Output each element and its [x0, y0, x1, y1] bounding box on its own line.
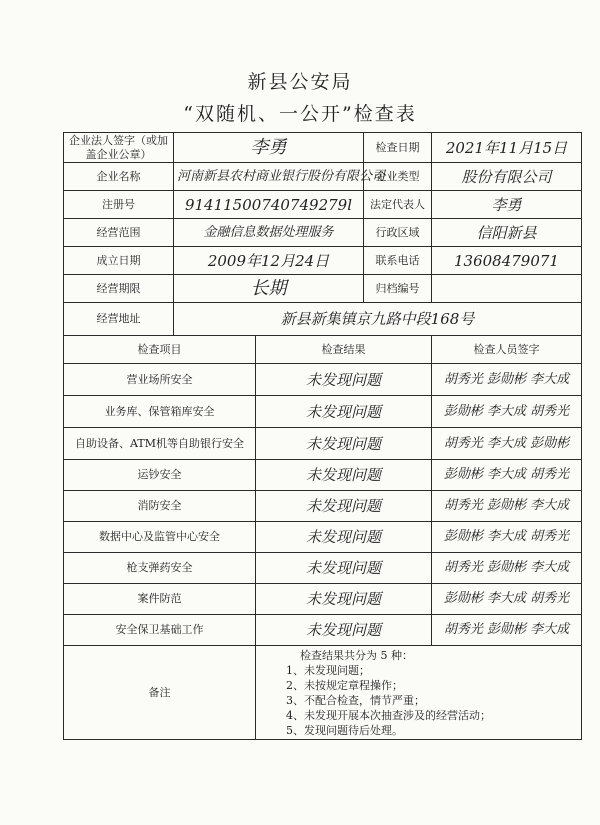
inspection-item: 运钞安全 [64, 460, 256, 491]
inspection-row [64, 460, 582, 491]
inspection-row [64, 428, 582, 460]
phone-value: 13608479071 [432, 247, 582, 275]
scope-value: 金融信息数据处理服务 [174, 219, 364, 247]
inspection-result: 未发现问题 [256, 364, 432, 396]
col-result-header: 检查结果 [256, 336, 432, 364]
inspection-item: 数据中心及监管中心安全 [64, 522, 256, 553]
address-value: 新县新集镇京九路中段168号 [174, 303, 582, 336]
inspector-signatures: 彭勋彬 李大成 胡秀光 [432, 584, 582, 615]
inspection-row [64, 396, 582, 428]
reg-value: 91411500740749279l [174, 191, 364, 219]
inspector-signatures: 胡秀光 彭勋彬 李大成 [432, 491, 582, 522]
inspection-row [64, 364, 582, 396]
notes-item: 5、发现问题待后处理。 [286, 723, 403, 737]
notes-item: 4、未发现开展本次抽查涉及的经营活动； [286, 708, 491, 722]
notes-item: 1、未发现问题； [286, 663, 370, 677]
inspection-item: 安全保卫基础工作 [64, 615, 256, 646]
inspection-result: 未发现问题 [256, 553, 432, 584]
inspection-header-row [64, 336, 582, 364]
phone-label: 联系电话 [364, 247, 432, 275]
inspection-row [64, 522, 582, 553]
inspector-signatures: 胡秀光 彭勋彬 李大成 [432, 615, 582, 646]
inspection-row [64, 553, 582, 584]
rep-label: 法定代表人 [364, 191, 432, 219]
inspection-result: 未发现问题 [256, 396, 432, 428]
notes-heading: 检查结果共分为 5 种： [300, 648, 413, 662]
notes-content [256, 646, 582, 740]
form-row-address [64, 303, 582, 336]
inspection-row [64, 491, 582, 522]
form-row-legal-sign [64, 133, 582, 163]
inspector-signatures: 胡秀光 彭勋彬 李大成 [432, 364, 582, 396]
scope-label: 经营范围 [64, 219, 174, 247]
archive-label: 归档编号 [364, 275, 432, 303]
inspector-signatures: 彭勋彬 李大成 胡秀光 [432, 522, 582, 553]
inspection-item: 营业场所安全 [64, 364, 256, 396]
inspection-result: 未发现问题 [256, 584, 432, 615]
form-row-date [64, 247, 582, 275]
page-title: 新县公安局 [247, 71, 353, 93]
district-label: 行政区域 [364, 219, 432, 247]
legal-sign-label: 企业法人签字（或加盖企业公章） [64, 133, 174, 163]
form-subtitle: “双随机、一公开”检查表 [183, 103, 417, 125]
inspection-row [64, 615, 582, 646]
inspection-item: 案件防范 [64, 584, 256, 615]
inspection-result: 未发现问题 [256, 491, 432, 522]
inspector-signatures: 胡秀光 李大成 彭勋彬 [432, 428, 582, 460]
term-value: 长期 [174, 275, 364, 303]
address-label: 经营地址 [64, 303, 174, 336]
notes-row [64, 646, 582, 740]
inspector-signatures: 彭勋彬 李大成 胡秀光 [432, 396, 582, 428]
notes-item: 3、不配合检查，情节严重； [286, 693, 425, 707]
name-label: 企业名称 [64, 163, 174, 191]
inspection-result: 未发现问题 [256, 428, 432, 460]
notes-label: 备注 [64, 646, 256, 740]
inspection-row [64, 584, 582, 615]
check-date-label: 检查日期 [364, 133, 432, 163]
inspection-item: 业务库、保管箱库安全 [64, 396, 256, 428]
archive-value [432, 275, 582, 303]
reg-label: 注册号 [64, 191, 174, 219]
col-item-header: 检查项目 [64, 336, 256, 364]
rep-value: 李勇 [432, 191, 582, 219]
type-value: 股份有限公司 [432, 163, 582, 191]
inspector-signatures: 彭勋彬 李大成 胡秀光 [432, 460, 582, 491]
inspector-signatures: 胡秀光 彭勋彬 李大成 [432, 553, 582, 584]
inspection-item: 枪支弹药安全 [64, 553, 256, 584]
inspection-result: 未发现问题 [256, 460, 432, 491]
check-date-value: 2021年11月15日 [432, 133, 582, 163]
type-label: 企业类型 [364, 163, 432, 191]
term-label: 经营期限 [64, 275, 174, 303]
inspection-form-table [63, 132, 582, 740]
legal-sign-value: 李勇 [174, 133, 364, 163]
inspection-item: 自助设备、ATM机等自助银行安全 [64, 428, 256, 460]
form-row-scope [64, 219, 582, 247]
district-value: 信阳新县 [432, 219, 582, 247]
name-value: 河南新县农村商业银行股份有限公司 [174, 163, 364, 191]
inspection-result: 未发现问题 [256, 522, 432, 553]
form-row-reg [64, 191, 582, 219]
notes-item: 2、未按规定章程操作； [286, 678, 403, 692]
date-value: 2009年12月24日 [174, 247, 364, 275]
form-row-name [64, 163, 582, 191]
inspection-result: 未发现问题 [256, 615, 432, 646]
date-label: 成立日期 [64, 247, 174, 275]
inspection-item: 消防安全 [64, 491, 256, 522]
form-row-term [64, 275, 582, 303]
col-sign-header: 检查人员签字 [432, 336, 582, 364]
